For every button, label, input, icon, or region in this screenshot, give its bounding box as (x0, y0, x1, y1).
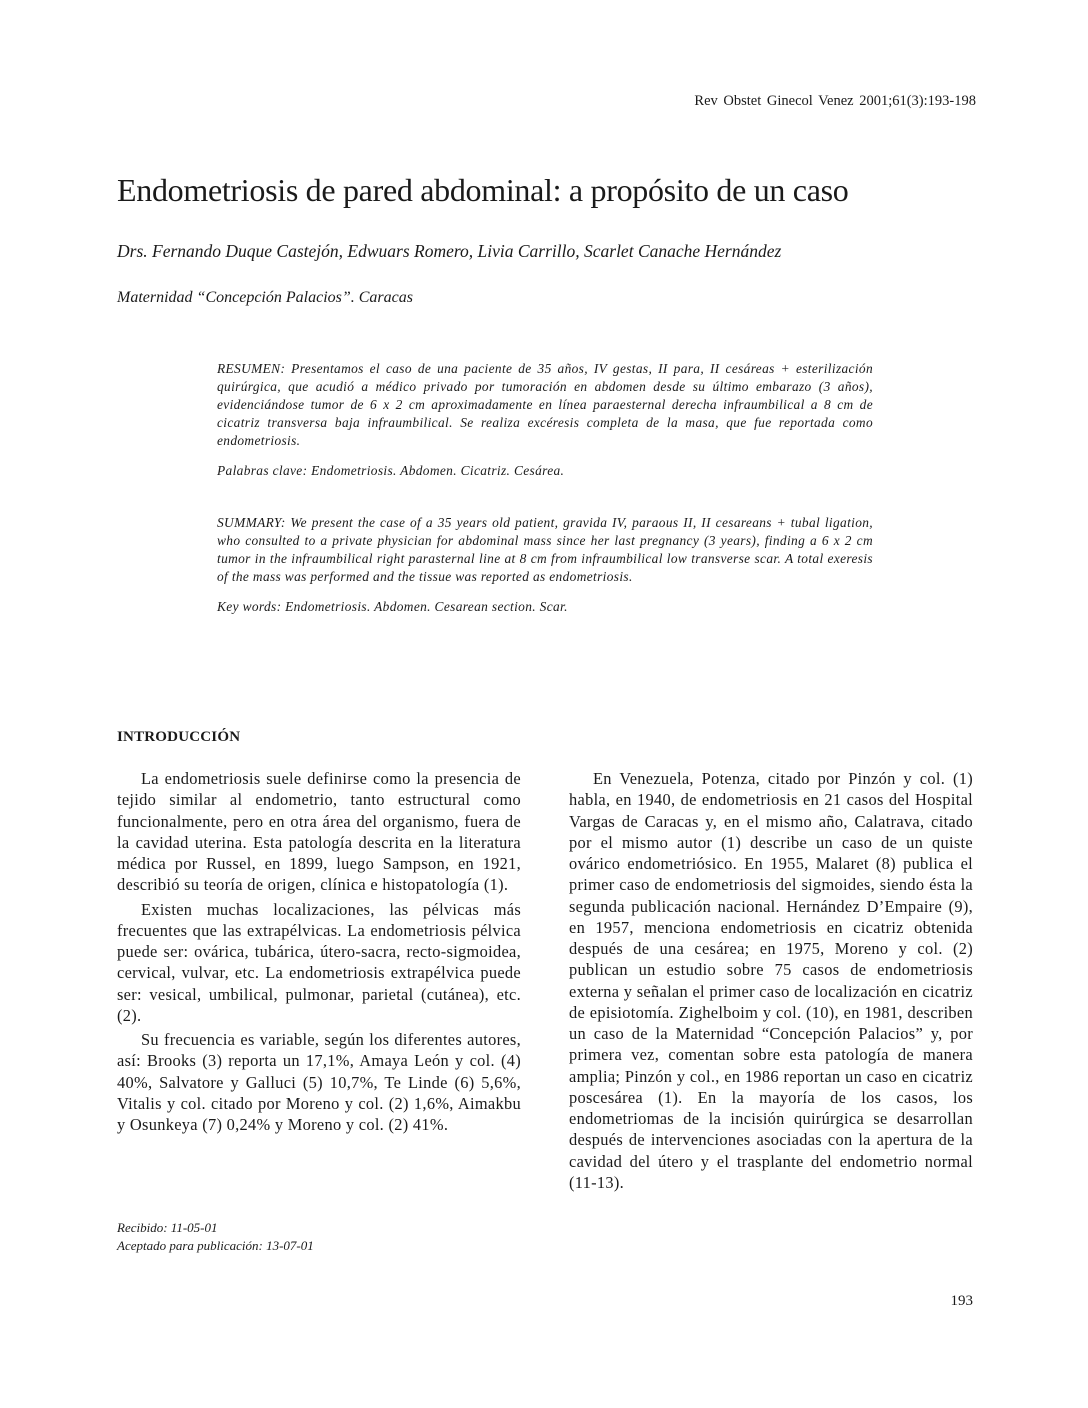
author-list: Drs. Fernando Duque Castejón, Edwuars Romero, Livia Carrillo, Scarlet Canache Hernández (117, 241, 782, 261)
author-affiliation: Maternidad “Concepción Palacios”. Caracas (117, 289, 413, 306)
paragraph: En Venezuela, Potenza, citado por Pinzón y col. (1) habla, en 1940, de endometriosis en 21 casos del Hospital Vargas de Caracas y, en el mismo año, Calatrava, citado por el mismo autor (1) describe un caso de un quiste ovárico endometriósico. En 1955, Malaret (8) publica el primer caso de endometriosis del sigmoides, siendo ésta la segunda publicación nacional. Hernández D’Empaire (9), en 1957, menciona endometriosis en cicatriz obtenida después de una cesárea; en 1975, Moreno y col. (2) publican un estudio sobre 75 casos de endometriosis externa y señalan el primer caso de localización en cicatriz de episiotomía. Zighelboim y col. (10), en 1981, describen un caso de la Maternidad “Concepción Palacios” y, por primera vez, comentan sobre esta patología de manera amplia; Pinzón y col., en 1986 reportan un caso en cicatriz poscesárea (1). En la mayoría de los casos, los endometriomas de la incisión quirúrgica se desarrollan después de intervenciones asociadas con la apertura de la cavidad del útero y el trasplante del endometrio normal (11-13). (569, 769, 973, 1192)
accepted-date: Aceptado para publicación: 13-07-01 (117, 1238, 314, 1253)
section-heading-introduction: INTRODUCCIÓN (117, 729, 241, 745)
abstract-spanish (217, 360, 873, 450)
paragraph: Su frecuencia es variable, según los diferentes autores, así: Brooks (3) reporta un 17,1%, Amaya León y col. (4) 40%, Salvatore y Galluci (5) 10,7%, Te Linde (6) 5,6%, Vitalis y col. citado por Moreno y col. (2) 1,6%, Aimakbu y Osunkeya (7) 0,24% y Moreno y col. (2) 41%. (117, 1030, 521, 1134)
abstract-english (217, 514, 873, 586)
keywords-spanish (217, 462, 873, 480)
key-words-text: Key words: Endometriosis. Abdomen. Cesarean section. Scar. (217, 599, 568, 614)
summary-text: SUMMARY: We present the case of a 35 years old patient, gravida IV, paraous II, II cesareans + tubal ligation, who consulted to a private physician for abdominal mass since her last pregnancy (3 years), finding a 6 x 2 cm tumor in the infraumbilical right parasternal line at 8 cm from infraumbilical low transverse scar. A total exeresis of the mass was performed and the tissue was reported as endometriosis. (217, 515, 873, 584)
body-column-left (117, 768, 521, 1138)
paragraph: La endometriosis suele definirse como la presencia de tejido similar al endometrio, tanto estructural como funcionalmente, pero en otra área del organismo, fuera de la cavidad uterina. Esta patología descrita en la literatura médica por Russel, en 1899, luego Sampson, en 1921, describió su teoría de origen, clínica e histopatología (1). (117, 769, 521, 895)
page-number: 193 (950, 1293, 973, 1309)
journal-reference: Rev Obstet Ginecol Venez 2001;61(3):193-198 (694, 93, 976, 109)
received-dates (117, 1219, 314, 1255)
resumen-text: RESUMEN: Presentamos el caso de una paciente de 35 años, IV gestas, II para, II cesáreas + esterilización quirúrgica, que acudió a médico privado por tumoración en abdomen desde su último embarazo (3 años), evidenciándose tumor de 6 x 2 cm aproximadamente en línea paraesternal derecha infraumbilical a 8 cm de cicatriz transversa baja infraumbilical. Se realiza excéresis completa de la masa, que fue reportada como endometriosis. (217, 361, 873, 448)
palabras-clave-text: Palabras clave: Endometriosis. Abdomen. Cicatriz. Cesárea. (217, 463, 565, 478)
article-title: Endometriosis de pared abdominal: a propósito de un caso (117, 172, 849, 208)
keywords-english (217, 598, 873, 616)
body-column-right (569, 768, 973, 1196)
paragraph: Existen muchas localizaciones, las pélvicas más frecuentes que las extrapélvicas. La endometriosis pélvica puede ser: ovárica, tubárica, útero-sacra, recto-sigmoidea, cervical, vulvar, etc. La endometriosis extrapélvica puede ser: vesical, umbilical, pulmonar, parietal (cutánea), etc. (2). (117, 899, 521, 1025)
received-date: Recibido: 11-05-01 (117, 1220, 218, 1235)
